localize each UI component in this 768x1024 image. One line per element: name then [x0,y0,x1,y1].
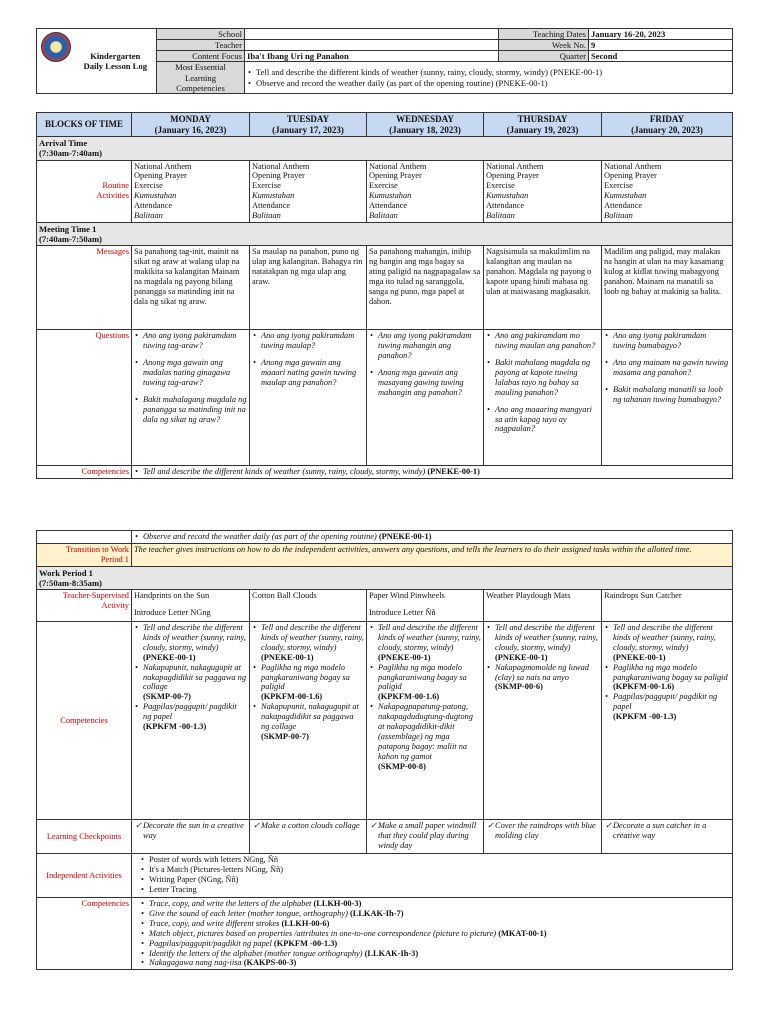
checkpoint-cell [250,820,367,854]
competency-item [134,532,730,542]
schedule-table-continued [36,530,733,970]
day-date: (January 18, 2023) [389,124,461,135]
competency-code: (SKMP-00-7) [143,692,191,702]
day-name: MONDAY [170,114,211,124]
quarter-label: Quarter [499,51,589,62]
header-table [36,28,733,94]
competency-text: Nakapupunit, nakagugupit at nakapagdidikit sa paggawa ng collage [261,702,359,732]
competency-item [134,467,730,477]
routine-cell [602,160,733,222]
day-date: (January 17, 2023) [272,124,344,135]
deped-logo-cell [37,29,75,94]
activity-cell [484,590,602,622]
routine-item: Kumustahan [252,191,295,201]
competency-code: (KAKPS-00-3) [243,958,297,968]
competency-text: Trace, copy, and write different strokes [149,918,280,928]
routine-item: Exercise [604,181,633,191]
competency-text: Paglikha ng mga modelo pangkaraniwang bagay sa paligid [613,662,728,682]
day-header-tuesday [250,113,367,137]
routine-item: Kumustahan [369,191,412,201]
checkpoint-cell [132,820,250,854]
question-list [486,331,599,434]
routine-activities-label [37,160,132,222]
competency-code: (PNEKE-00-1) [495,652,548,662]
routine-item: Opening Prayer [604,171,657,181]
meeting-competency-cell [132,466,733,479]
competency-code: (MKAT-00-1) [498,928,547,938]
question-item: • Ano ang iyong pakiramdam tuwing tag-araw? [134,331,247,351]
competency-text: Paglikha ng mga modelo pangkaraniwang bagay sa paligid [261,662,350,692]
day-date: (January 16, 2023) [154,124,227,135]
competency-text: Trace, copy, and write the letters of the alphabet [149,899,312,908]
routine-item: Attendance [369,201,408,211]
section-title: Arrival Time [39,138,88,149]
competency-code: (KPKFM-00-1.6) [261,692,323,702]
schedule-table [36,112,733,479]
observe-competency-cell [132,531,733,544]
competency-list-cell [484,622,602,820]
competency-list-cell [250,622,367,820]
title-line-2: Daily Lesson Log [83,60,147,71]
competency-text: Nakapagpapatung-patong, nakapagdudugtung-dugtong at nakapagdidikit-dikit (assemblage) ng mga patapong bagay: maliit na kahon ng gamot [378,702,473,761]
competency-item [604,623,730,663]
question-item: • Ano ang iyong pakiramdam tuwing maulap? [252,331,364,351]
competency-code: (LLKH-00-3) [313,899,362,908]
competency-text: Nakapagmomolde ng luwad (clay) sa nais na anyo [495,662,589,682]
competency-item [369,702,481,771]
competency-item [140,939,730,949]
competency-code: (PNEKE-00-1) [613,652,666,662]
independent-competencies-label: Competencies [37,898,132,970]
questions-cell [250,330,367,466]
week-value[interactable]: 9 [589,40,733,51]
messages-label: Messages [37,246,132,330]
routine-item: Opening Prayer [252,171,305,181]
activity-cell [367,590,484,622]
checkpoint-item: ✓ Cover the raindrops with blue molding clay [486,821,599,841]
competency-list-cell [602,622,733,820]
title-line-1: Kindergarten [90,50,141,61]
section-time: (7:50am-8:35am) [39,577,103,588]
competency-code: (SKMP-00-7) [261,731,309,741]
competency-list-cell [132,622,250,820]
message-cell: Nagsisimula sa makulimlim na kalangitan ang maulan na panahon. Magdala ng payong o kapote upang hindi mabasa ng ulan at maiwasang magkasakit. [484,246,602,330]
activity-cell [132,590,250,622]
question-list [369,331,481,397]
activity-sub: Introduce Letter NGng [134,607,211,617]
day-name: FRIDAY [649,114,685,124]
routine-item: Attendance [486,201,525,211]
mel-label [157,62,245,93]
label-line: Transition to Work [65,544,129,554]
routine-item: Attendance [252,201,291,211]
competency-list [369,623,481,772]
routine-item: National Anthem [369,161,427,171]
activity-title: Paper Wind Pinwheels [369,591,445,600]
competency-code: (LLKH-00-6) [281,918,330,928]
competency-text: Tell and describe the different kinds of weather (sunny, rainy, cloudy, stormy, windy) [495,623,598,652]
label-line: Period 1 [100,554,129,564]
routine-item: Attendance [134,201,173,211]
message-cell: Sa panahong mahangin, inihip ng hangin ang mga bagay sa ating paligid na nagpapagalaw sa mga ito tulad ng saranggola, sanga ng puno, mga papel at dahon. [367,246,484,330]
day-header-friday [602,113,733,137]
competency-item [134,702,247,732]
question-item: • Ano ang pakiramdam mo tuwing maulan ang panahon? [486,331,599,351]
routine-item: Balitaan [369,211,398,221]
checkpoint-item: ✓ Make a small paper windmill that they could play during windy day [369,821,481,851]
mel-item: • Tell and describe the different kinds of weather (sunny, rainy, cloudy, stormy, windy) (PNEKE-00-1) [247,67,730,77]
routine-item: Balitaan [486,211,515,221]
independent-activity-item: • Writing Paper (NGng, Ññ) [140,875,730,885]
independent-competencies-cell [132,898,733,970]
routine-cell [250,160,367,222]
routine-item: Opening Prayer [134,171,187,181]
competency-code: (PNEKE-00-1) [143,652,196,662]
routine-cell [367,160,484,222]
competency-code: (KPKFM -00-1.3) [613,712,677,722]
routine-item: National Anthem [486,161,544,171]
routine-item: National Anthem [252,161,310,171]
competency-text: Give the sound of each letter (mother tongue, orthography) [149,908,348,918]
message-cell: Sa maulap na panahon, puno ng ulap ang kalangitan. Bahagya rin natatakpan ng mga ulap ang araw. [250,246,367,330]
label-line: Routine [102,181,129,191]
routine-item: Balitaan [134,211,163,221]
competency-item [604,663,730,693]
independent-activities-label: Independent Activities [37,854,132,898]
day-date: (January 20, 2023) [631,124,703,135]
section-time: (7:30am-7:40am) [39,148,103,159]
independent-activity-item: • It's a Match (Pictures-letters NGng, Ññ) [140,865,730,875]
mel-label-line-1: Most Essential [175,62,226,73]
activity-title: Cotton Ball Clouds [252,591,317,600]
competency-item [369,663,481,703]
competency-code: (KPKFM -00-1.3) [143,722,207,732]
competency-item [140,899,730,909]
routine-item: Exercise [486,181,515,191]
competency-item [140,949,730,959]
content-focus-value[interactable]: Iba't Ibang Uri ng Panahon [245,51,499,62]
competency-text: Pagpilas/paggupit/ pagdikit ng papel [613,692,718,712]
independent-competency-list [134,899,730,968]
competency-code: (KPKFM-00-1.6) [613,682,675,692]
competency-item [134,663,247,703]
competency-item [252,663,364,703]
activity-sub: Introduce Letter Ññ [369,607,436,617]
competency-list-cell [367,622,484,820]
learning-checkpoints-label: Learning Checkpoints [37,820,132,854]
questions-cell [484,330,602,466]
competency-text: Nakagagawa nang nag-iisa [149,958,242,968]
routine-item: Opening Prayer [486,171,539,181]
competency-code: (KPKFM-00-1.6) [378,692,440,702]
teacher-supervised-label [37,590,132,622]
routine-item: National Anthem [604,161,662,171]
routine-item: National Anthem [134,161,192,171]
question-list [252,331,364,388]
competency-code: (KPKFM -00-1.3) [273,938,338,948]
school-label: School [157,29,245,40]
competency-item [140,929,730,939]
competency-code: (PNEKE-00-1) [261,652,314,662]
week-label: Week No. [499,40,589,51]
question-item: • Ano ang maaaring mangyari sa atin kapag tayo ay nagpaulan? [486,405,599,435]
activity-title: Weather Playdough Mats [486,591,571,600]
competency-item [140,919,730,929]
competency-list [252,623,364,742]
checkpoint-cell [484,820,602,854]
checkpoint-cell [602,820,733,854]
header-title [75,29,157,94]
meeting-time-section [37,222,733,245]
teacher-value[interactable] [245,40,499,51]
question-item: • Anong mga gawain ang maaari nating gawin tuwing maulap ang panahon? [252,358,364,388]
competency-item [252,623,364,663]
routine-item: Exercise [369,181,398,191]
competency-text: Tell and describe the different kinds of weather (sunny, rainy, cloudy, stormy, windy) [143,623,246,652]
day-header-monday [132,113,250,137]
competency-text: Pagpilas/paggupit/ pagdikit ng papel [143,702,237,722]
content-focus-label: Content Focus [157,51,245,62]
day-header-thursday [484,113,602,137]
quarter-value[interactable]: Second [589,51,733,62]
day-name: TUESDAY [286,114,330,124]
routine-item: Kumustahan [486,191,529,201]
competency-item [486,663,599,693]
routine-cell [484,160,602,222]
mel-list [247,67,730,87]
routine-item: Kumustahan [134,191,177,201]
competency-text: Match object, pictures based on properties /attributes in one-to-one correspondence (picture to picture) [149,928,497,938]
competency-code: (PNEKE-00-1) [378,652,431,662]
deped-seal-icon [41,32,71,62]
competency-text: Pagpilas/paggupit/pagdikit ng papel [149,938,272,948]
competency-item [252,702,364,742]
competency-code: (PNEKE-00-1) [378,532,432,541]
question-list [604,331,730,404]
competency-item [134,623,247,663]
routine-cell [132,160,250,222]
mel-item: • Observe and record the weather daily (as part of the opening routine) (PNEKE-00-1) [247,78,730,88]
independent-activity-item: • Poster of words with letters NGng, Ññ [140,855,730,865]
competency-item [140,909,730,919]
question-item: • Bakit mahalagang magdala ng panangga sa matinding init na dala ng sikat ng araw? [134,395,247,425]
routine-item: Balitaan [252,211,281,221]
day-name: WEDNESDAY [396,114,454,124]
questions-cell [602,330,733,466]
competency-code: (SKMP-00-8) [378,761,426,771]
competency-code: (SKMP-00-6) [495,682,543,692]
routine-item: Exercise [134,181,163,191]
competencies-label: Competencies [37,466,132,479]
section-time: (7:40am-7:50am) [39,234,103,245]
competency-text: Observe and record the weather daily (as part of the opening routine) [143,532,377,541]
question-item: • Bakit mahalang magdala ng payong at kapote tuwing lalabas tayo ng bahay sa mauling panahon? [486,358,599,398]
question-list [134,331,247,424]
activity-title: Handprints on the Sun [134,591,210,600]
checkpoint-cell [367,820,484,854]
competency-code: (LLKAK-Ih-7) [349,908,404,918]
checkpoint-item: ✓ Decorate the sun in a creative way [134,821,247,841]
competency-item [486,623,599,663]
checkpoint-item: ✓ Make a cotton clouds collage [252,821,364,831]
competency-text: Tell and describe the different kinds of weather (sunny, rainy, cloudy, stormy, windy) [613,623,716,652]
mel-label-line-2: Learning [184,72,217,83]
competency-code: (LLKAK-Ih-3) [364,948,419,958]
competency-item [369,623,481,663]
questions-label: Questions [37,330,132,466]
activity-title: Raindrops Sun Catcher [604,591,682,600]
routine-item: Attendance [604,201,643,211]
competency-text: Tell and describe the different kinds of weather (sunny, rainy, cloudy, stormy, windy) [378,623,481,652]
arrival-time-section [37,137,733,160]
competency-list [486,623,599,692]
routine-item: Opening Prayer [369,171,422,181]
questions-cell [132,330,250,466]
competency-text: Tell and describe the different kinds of weather (sunny, rainy, cloudy, stormy, windy) [143,467,426,477]
teaching-dates-value[interactable]: January 16-20, 2023 [589,29,733,40]
competency-list [134,623,247,732]
competency-item [140,958,730,968]
work-competencies-label: Competencies [37,622,132,820]
transition-label [37,543,132,566]
routine-item: Exercise [252,181,281,191]
competency-text: Paglikha ng mga modelo pangkaraniwang bagay sa paligid [378,662,467,692]
independent-activities-cell [132,854,733,898]
independent-activity-item: • Letter Tracing [140,885,730,895]
question-item: • Anong mga gawain ang madalas nating ginagawa tuwing tag-araw? [134,358,247,388]
blank-label-cell [37,531,132,544]
question-item: • Ano ang mainam na gawin tuwing masama ang panahon? [604,358,730,378]
activity-cell [602,590,733,622]
school-value[interactable] [245,29,499,40]
work-period-section [37,566,733,589]
blocks-of-time-header: BLOCKS OF TIME [37,113,132,137]
section-title: Meeting Time 1 [39,223,97,234]
competency-text: Nakapupunit, nakagugupit at nakapagdidikit sa paggawa ng collage [143,662,247,692]
mel-list-cell [245,62,733,93]
question-item: • Ano ang iyong pakiramdam tuwing mahangin ang panahon? [369,331,481,361]
label-line: Activities [96,191,129,201]
competency-list [604,623,730,722]
teacher-label: Teacher [157,40,245,51]
competency-item [604,692,730,722]
routine-item: Kumustahan [604,191,647,201]
competency-code: (PNEKE-00-1) [427,467,480,477]
day-name: THURSDAY [517,114,568,124]
day-header-wednesday [367,113,484,137]
mel-label-line-3: Competencies [176,82,225,93]
question-item: • Bakit mahalang manatili sa loob ng tahanan tuwing bumabagyo? [604,385,730,405]
label-line: Activity [101,600,129,610]
message-cell: Madilim ang paligid, may malakas na hangin at ulan na may kasamang kulog at kidlat tuwing mabagyong panahon. Mainam na manatili sa loob ng bahay at makinig sa balita. [602,246,733,330]
section-title: Work Period 1 [39,567,93,578]
activity-cell [250,590,367,622]
transition-text: The teacher gives instructions on how to do the independent activities, answers any questions, and tells the learners to do their assigned tasks within the allotted time. [132,543,733,566]
message-cell: Sa panahong tag-init, mainit na sikat ng araw at walang ulap na makikita sa kalangitan Mainam na magdala ng payong bilang panangga sa matinding init na dala ng sikat ng araw. [132,246,250,330]
competency-text: Identify the letters of the alphabet (mother tongue orthography) [149,948,363,958]
label-line: Teacher-Supervised [62,591,129,600]
day-date: (January 19, 2023) [506,124,579,135]
competency-text: Tell and describe the different kinds of weather (sunny, rainy, cloudy, stormy, windy) [261,623,364,652]
question-item: • Ano ang iyong pakiramdam tuwing bumabagyo? [604,331,730,351]
question-item: • Anong mga gawain ang masayang gawing tuwing mahangin ang panahon? [369,368,481,398]
teaching-dates-label: Teaching Dates [499,29,589,40]
routine-item: Balitaan [604,211,633,221]
questions-cell [367,330,484,466]
checkpoint-item: ✓ Decorate a sun catcher in a creative way [604,821,730,841]
